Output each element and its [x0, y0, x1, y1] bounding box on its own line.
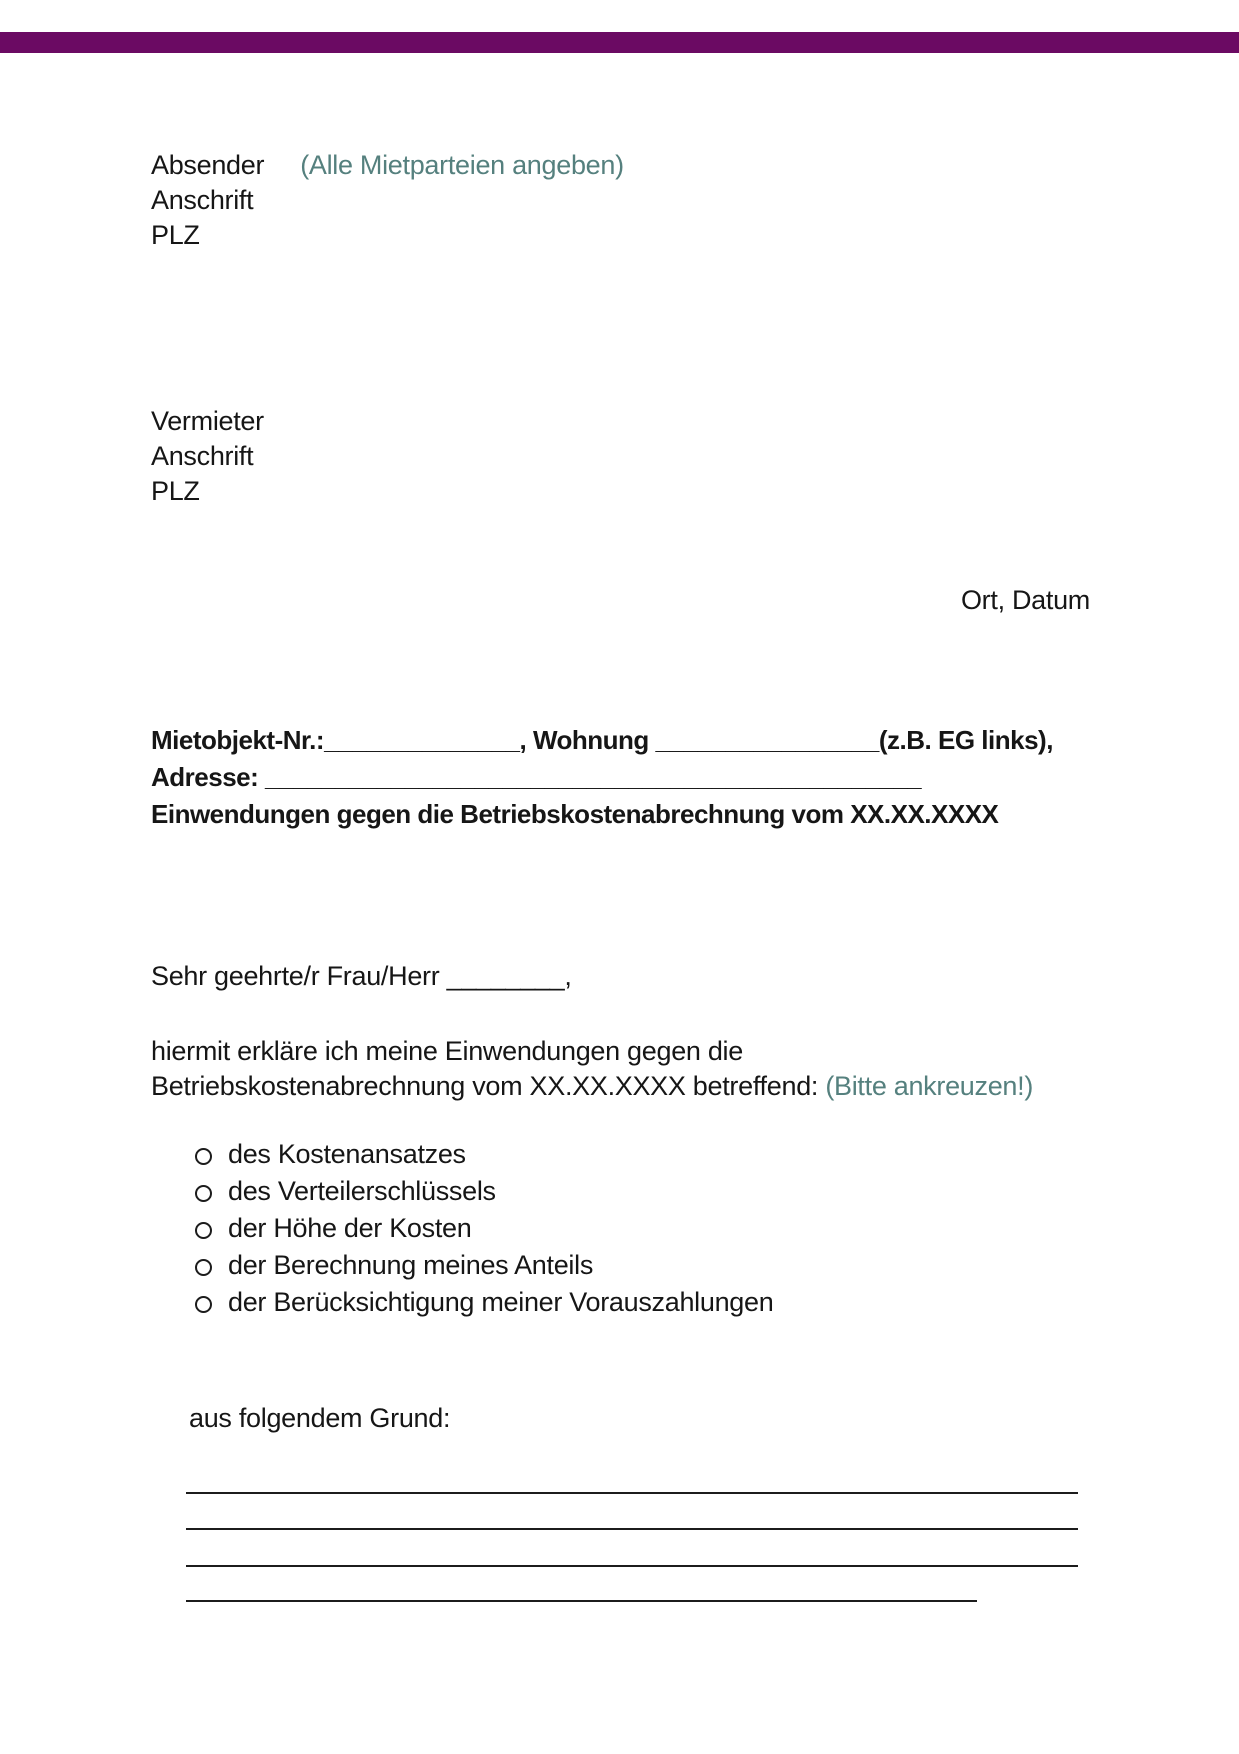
- intro-line-1: hiermit erkläre ich meine Einwendungen gegen die: [151, 1036, 743, 1066]
- intro-hint: (Bitte ankreuzen!): [825, 1071, 1034, 1101]
- salutation-line: Sehr geehrte/r Frau/Herr ________,: [151, 961, 572, 991]
- checkbox-circle[interactable]: [195, 1296, 212, 1313]
- write-line[interactable]: [186, 1528, 1078, 1530]
- subject-block: [151, 722, 1053, 833]
- intro-paragraph: [151, 1034, 1033, 1104]
- sender-name-line: [151, 148, 624, 183]
- intro-line-2-text: Betriebskostenabrechnung vom XX.XX.XXXX betreffend:: [151, 1071, 819, 1101]
- landlord-address-block: [151, 404, 264, 509]
- subject-title-line: Einwendungen gegen die Betriebskostenabrechnung vom XX.XX.XXXX: [151, 799, 999, 829]
- checkbox-circle[interactable]: [195, 1148, 212, 1165]
- write-line[interactable]: [186, 1492, 1078, 1494]
- checklist-item-label: des Verteilerschlüssels: [228, 1176, 496, 1206]
- sender-label: Absender: [151, 150, 265, 180]
- header-accent-bar: [0, 32, 1239, 53]
- sender-hint: (Alle Mietparteien angeben): [300, 150, 624, 180]
- landlord-street-line: Anschrift: [151, 441, 254, 471]
- checklist-item-label: der Höhe der Kosten: [228, 1213, 472, 1243]
- checkbox-circle[interactable]: [195, 1259, 212, 1276]
- objection-checklist: [195, 1136, 773, 1321]
- intro-line-2: [151, 1069, 1033, 1104]
- place-date-line: Ort, Datum: [960, 585, 1090, 615]
- checklist-item: [195, 1284, 773, 1321]
- checkbox-circle[interactable]: [195, 1222, 212, 1239]
- write-line[interactable]: [186, 1600, 977, 1602]
- reason-label: aus folgendem Grund:: [189, 1403, 451, 1433]
- checklist-item: [195, 1173, 773, 1210]
- checklist-item-label: der Berücksichtigung meiner Vorauszahlungen: [228, 1287, 774, 1317]
- checkbox-circle[interactable]: [195, 1185, 212, 1202]
- write-line[interactable]: [186, 1565, 1078, 1567]
- landlord-zip-line: PLZ: [151, 476, 200, 506]
- subject-property-line: Mietobjekt-Nr.:______________, Wohnung ________________(z.B. EG links),: [151, 725, 1053, 755]
- checklist-item: [195, 1136, 773, 1173]
- sender-street-line: Anschrift: [151, 185, 254, 215]
- checklist-item-label: der Berechnung meines Anteils: [228, 1250, 594, 1280]
- checklist-item: [195, 1247, 773, 1284]
- checklist-item-label: des Kostenansatzes: [228, 1139, 466, 1169]
- sender-address-block: [151, 148, 624, 253]
- sender-zip-line: PLZ: [151, 220, 200, 250]
- landlord-name-line: Vermieter: [151, 406, 264, 436]
- subject-address-line: Adresse: _______________________________________________: [151, 762, 922, 792]
- checklist-item: [195, 1210, 773, 1247]
